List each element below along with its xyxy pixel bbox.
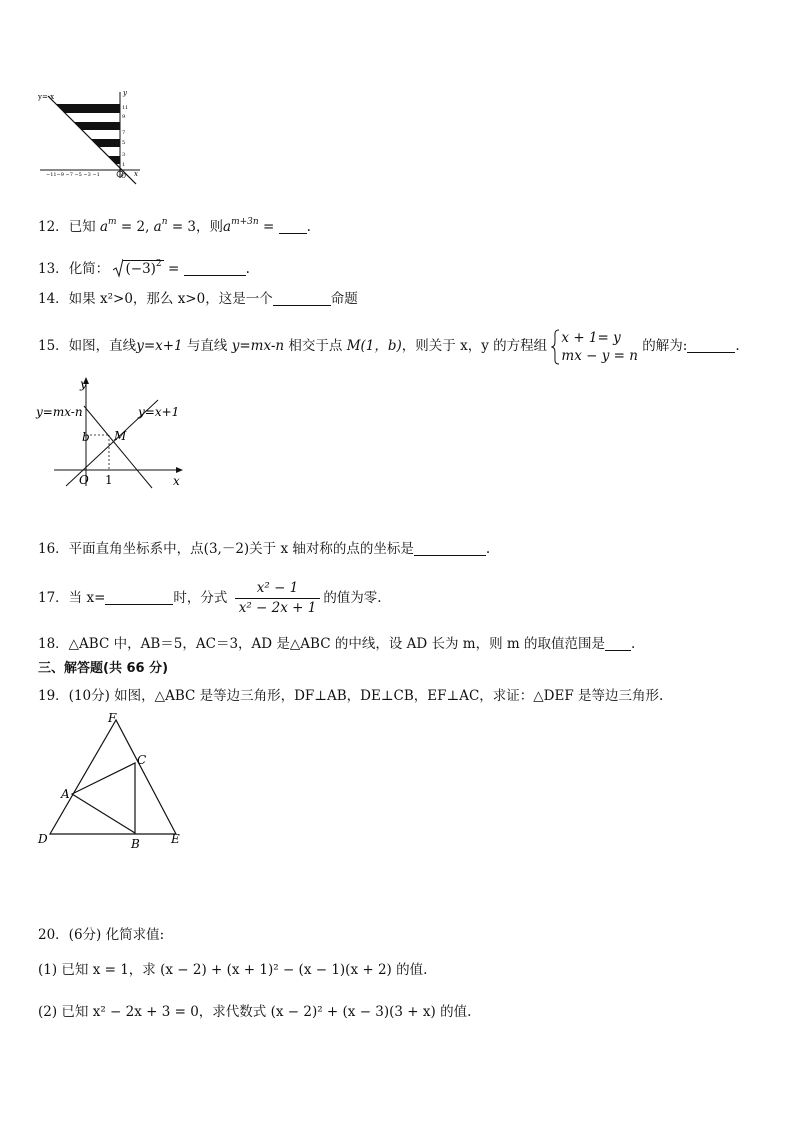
question-13: 13．化简： $(-3)^2$ = . bbox=[38, 259, 250, 277]
fraction: $\frac{\text{x² − 1}}{\text{x² − 2x + 1}}$ bbox=[235, 580, 321, 617]
fig11-y-tick: 5 bbox=[122, 140, 126, 146]
vertex-b: B bbox=[131, 837, 140, 851]
brace-icon bbox=[551, 329, 560, 365]
fig11-label: y=-x bbox=[38, 93, 55, 101]
vertex-c: C bbox=[137, 753, 147, 767]
fig15-label-right: y=x+1 bbox=[138, 405, 180, 419]
question-17: 17．当 x= 时，分式 $\frac{\text{x² − 1}}{\text{x² − 2x + 1}}$ 的值为零. bbox=[38, 580, 382, 616]
sqrt-sign-icon bbox=[113, 258, 123, 278]
triangle-abc bbox=[72, 763, 135, 833]
fig11-y-tick: 9 bbox=[122, 114, 126, 120]
question-16: 16．平面直角坐标系中，点(3,－2)关于 x 轴对称的点的坐标是 . bbox=[38, 541, 491, 557]
triangle-def bbox=[50, 720, 176, 834]
figure-q19-triangles bbox=[34, 710, 194, 852]
fig11-y-tick: 11 bbox=[122, 105, 129, 111]
figure-q11-graph bbox=[36, 86, 144, 190]
fig11-y-tick: 7 bbox=[122, 130, 126, 136]
question-19: 19．(10分) 如图，△ABC 是等边三角形，DF⊥AB，DE⊥CB，EF⊥AC，求证：△DEF 是等边三角形. bbox=[38, 688, 664, 704]
figure-q15-graph bbox=[34, 374, 194, 494]
vertex-e: E bbox=[171, 832, 180, 846]
fig11-axis-x: x bbox=[134, 170, 138, 178]
fig15-axis-y: y bbox=[80, 377, 87, 391]
fig15-origin: O bbox=[79, 473, 89, 487]
section-title: 三、解答题(共 66 分) bbox=[38, 661, 169, 676]
fig15-label-1: 1 bbox=[105, 473, 113, 487]
fig11-y-tick: 3 bbox=[122, 152, 126, 158]
answer-blank[interactable] bbox=[414, 541, 486, 556]
x-axis-arrow-icon bbox=[176, 467, 183, 473]
answer-blank[interactable] bbox=[273, 291, 331, 306]
question-20-part-1: (1) 已知 x = 1，求 (x − 2) + (x + 1)² − (x − 1)(x + 2) 的值. bbox=[38, 962, 428, 978]
equation-system: x + 1= y mx − y = n bbox=[551, 329, 638, 365]
answer-blank[interactable] bbox=[279, 219, 307, 234]
question-15: 15．如图，直线y=x+1 与直线 y=mx-n 相交于点 M(1，b)，则关于 x，y 的方程组 x + 1= y mx − y = n 的解为: . bbox=[38, 329, 740, 364]
question-14: 14．如果 x²>0，那么 x>0，这是一个 命题 bbox=[38, 291, 358, 307]
vertex-a: A bbox=[61, 787, 70, 801]
question-18: 18．△ABC 中，AB＝5，AC＝3，AD 是△ABC 的中线，设 AD 长为 m，则 m 的取值范围是 . bbox=[38, 636, 636, 652]
question-20-part-2: (2) 已知 x² − 2x + 3 = 0，求代数式 (x − 2)² + (x − 3)(3 + x) 的值. bbox=[38, 1004, 472, 1020]
fig11-origin: O bbox=[121, 173, 126, 180]
fig15-label-b: b bbox=[82, 430, 90, 444]
question-20-header: 20．(6分) 化简求值: bbox=[38, 927, 165, 943]
answer-blank[interactable] bbox=[687, 338, 735, 353]
fig15-label-left: y=mx-n bbox=[36, 405, 83, 419]
fig15-point-m: M bbox=[114, 429, 127, 443]
vertex-d: D bbox=[38, 832, 48, 846]
shaded-band-1 bbox=[56, 104, 120, 113]
fig11-x-ticks: −11−9 −7 −5 −3 −1 bbox=[46, 172, 100, 178]
question-12: 12．已知 $a^m = 2$, $a^n = 3$，则$a^{m+3n}$ = . bbox=[38, 217, 311, 235]
fig15-axis-x: x bbox=[173, 474, 180, 488]
answer-blank[interactable] bbox=[605, 636, 631, 651]
answer-blank[interactable] bbox=[105, 590, 173, 605]
vertex-f: F bbox=[108, 711, 117, 725]
answer-blank[interactable] bbox=[184, 261, 246, 276]
fig11-axis-y: y bbox=[123, 89, 127, 97]
fig11-y-tick: 1 bbox=[122, 162, 126, 168]
